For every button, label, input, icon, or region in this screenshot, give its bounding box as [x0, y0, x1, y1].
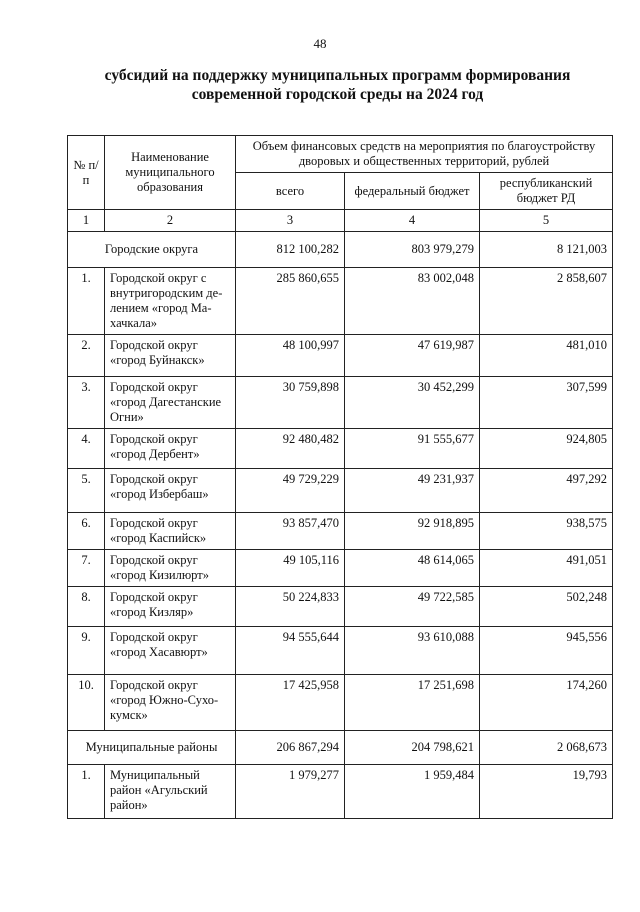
row-regional: 174,260	[480, 675, 613, 731]
section-federal: 204 798,621	[345, 731, 480, 765]
document-title	[60, 66, 615, 104]
row-total: 49 105,116	[236, 550, 345, 587]
column-number: 1	[68, 210, 105, 232]
section-total-row	[68, 232, 613, 268]
row-total: 30 759,898	[236, 377, 345, 429]
row-number: 5.	[68, 469, 105, 513]
row-number: 4.	[68, 429, 105, 469]
header-funds: Объем финансовых средств на мероприятия по благоустройству дворовых и общественных территорий, рублей	[236, 136, 613, 173]
section-total-row	[68, 731, 613, 765]
column-number: 2	[105, 210, 236, 232]
row-federal: 17 251,698	[345, 675, 480, 731]
section-total: 206 867,294	[236, 731, 345, 765]
row-total: 50 224,833	[236, 587, 345, 627]
row-name: Муниципальный район «Агульский район»	[105, 765, 236, 819]
row-federal: 91 555,677	[345, 429, 480, 469]
title-line-2: современной городской среды на 2024 год	[191, 86, 484, 103]
row-number: 6.	[68, 513, 105, 550]
row-name: Городской округ «город Буйнакск»	[105, 335, 236, 377]
row-regional: 491,051	[480, 550, 613, 587]
table-row	[68, 268, 613, 335]
section-federal: 803 979,279	[345, 232, 480, 268]
table-row	[68, 587, 613, 627]
row-federal: 92 918,895	[345, 513, 480, 550]
page-number: 48	[313, 36, 327, 51]
row-name: Городской округ «город Избербаш»	[105, 469, 236, 513]
row-total: 94 555,644	[236, 627, 345, 675]
row-regional: 945,556	[480, 627, 613, 675]
row-name: Городской округ «город Южно-Сухо-кумск»	[105, 675, 236, 731]
section-regional: 2 068,673	[480, 731, 613, 765]
row-number: 10.	[68, 675, 105, 731]
row-regional: 502,248	[480, 587, 613, 627]
header-federal: федеральный бюджет	[345, 173, 480, 210]
row-federal: 48 614,065	[345, 550, 480, 587]
section-total: 812 100,282	[236, 232, 345, 268]
table-row	[68, 429, 613, 469]
row-regional: 2 858,607	[480, 268, 613, 335]
row-total: 1 979,277	[236, 765, 345, 819]
row-federal: 47 619,987	[345, 335, 480, 377]
table-row	[68, 627, 613, 675]
row-federal: 83 002,048	[345, 268, 480, 335]
row-name: Городской округ «город Каспийск»	[105, 513, 236, 550]
row-regional: 307,599	[480, 377, 613, 429]
row-total: 92 480,482	[236, 429, 345, 469]
header-total: всего	[236, 173, 345, 210]
row-name: Городской округ «город Дербент»	[105, 429, 236, 469]
row-total: 48 100,997	[236, 335, 345, 377]
row-number: 1.	[68, 765, 105, 819]
row-number: 9.	[68, 627, 105, 675]
row-regional: 481,010	[480, 335, 613, 377]
row-name: Городской округ «город Хасавюрт»	[105, 627, 236, 675]
row-number: 3.	[68, 377, 105, 429]
row-number: 1.	[68, 268, 105, 335]
row-total: 17 425,958	[236, 675, 345, 731]
row-name: Городской округ «город Кизляр»	[105, 587, 236, 627]
header-regional: республиканский бюджет РД	[480, 173, 613, 210]
section-regional: 8 121,003	[480, 232, 613, 268]
header-name: Наименование муниципального образования	[105, 136, 236, 210]
column-number: 4	[345, 210, 480, 232]
row-regional: 497,292	[480, 469, 613, 513]
title-line-1: субсидий на поддержку муниципальных программ формирования	[104, 67, 571, 84]
header-num: № п/п	[68, 136, 105, 210]
column-number: 3	[236, 210, 345, 232]
row-name: Городской округ с внутригородским де-лением «город Ма-хачкала»	[105, 268, 236, 335]
table-row	[68, 675, 613, 731]
row-federal: 93 610,088	[345, 627, 480, 675]
row-total: 285 860,655	[236, 268, 345, 335]
column-number-row	[68, 210, 613, 232]
table-row	[68, 513, 613, 550]
table-row	[68, 377, 613, 429]
table-row	[68, 335, 613, 377]
subsidy-table	[67, 135, 613, 819]
section-label: Городские округа	[68, 232, 236, 268]
row-total: 93 857,470	[236, 513, 345, 550]
table-row	[68, 765, 613, 819]
row-regional: 19,793	[480, 765, 613, 819]
row-federal: 49 231,937	[345, 469, 480, 513]
row-name: Городской округ «город Кизилюрт»	[105, 550, 236, 587]
row-number: 8.	[68, 587, 105, 627]
row-federal: 1 959,484	[345, 765, 480, 819]
header-row-1	[68, 136, 613, 173]
table-row	[68, 469, 613, 513]
row-number: 7.	[68, 550, 105, 587]
row-regional: 938,575	[480, 513, 613, 550]
table-row	[68, 550, 613, 587]
row-total: 49 729,229	[236, 469, 345, 513]
row-name: Городской округ «город Дагестанские Огни»	[105, 377, 236, 429]
row-number: 2.	[68, 335, 105, 377]
row-regional: 924,805	[480, 429, 613, 469]
row-federal: 30 452,299	[345, 377, 480, 429]
row-federal: 49 722,585	[345, 587, 480, 627]
section-label: Муниципальные районы	[68, 731, 236, 765]
column-number: 5	[480, 210, 613, 232]
